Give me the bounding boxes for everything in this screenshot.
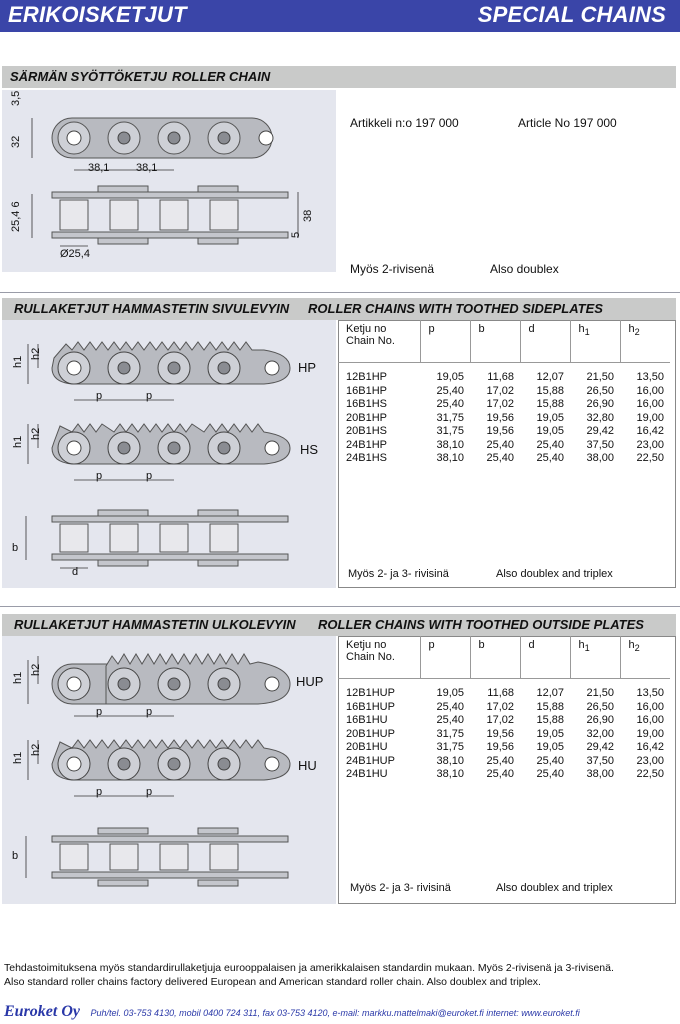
label-hu: HU xyxy=(298,758,317,773)
value-cell: 19,56 xyxy=(486,425,514,438)
value-cell: 25,40 xyxy=(536,438,564,451)
value-cell: 37,50 xyxy=(586,754,614,767)
dim-32: 32 xyxy=(10,135,22,148)
s3-h2-label-b: h2 xyxy=(30,743,42,756)
value-cell: 19,05 xyxy=(436,371,464,384)
chain-no-cell: 16B1HS xyxy=(346,398,387,411)
value-cell: 12,07 xyxy=(536,371,564,384)
chain-no-cell: 20B1HP xyxy=(346,411,387,424)
chain-no-cell: 16B1HUP xyxy=(346,700,395,713)
value-cell: 38,10 xyxy=(436,452,464,465)
header-title-en: SPECIAL CHAINS xyxy=(477,2,666,27)
value-cell: 19,56 xyxy=(486,727,514,740)
value-cell: 17,02 xyxy=(486,398,514,411)
header-title-fi: ERIKOISKETJUT xyxy=(8,2,187,27)
section1-drawing xyxy=(2,90,336,272)
value-cell: 12,07 xyxy=(536,687,564,700)
s2-p-label-b2: p xyxy=(146,470,153,482)
section3-title-en: ROLLER CHAINS WITH TOOTHED OUTSIDE PLATES xyxy=(318,617,644,632)
value-cell: 25,40 xyxy=(536,452,564,465)
value-cell: 11,68 xyxy=(487,371,514,384)
value-cell: 19,00 xyxy=(636,727,664,740)
toothed-sideplate-drawing xyxy=(2,320,336,588)
value-cell: 13,50 xyxy=(636,371,664,384)
value-cell: 31,75 xyxy=(436,727,464,740)
dim-38: 38 xyxy=(302,209,314,222)
section1-title-en: ROLLER CHAIN xyxy=(172,69,271,84)
col-b: b xyxy=(470,636,520,678)
value-cell: 25,40 xyxy=(436,714,464,727)
value-cell: 26,50 xyxy=(586,700,614,713)
article-en: Article No 197 000 xyxy=(518,116,617,130)
col-p: p xyxy=(420,636,470,678)
s3-p-label-b2: p xyxy=(146,786,153,798)
value-cell: 22,50 xyxy=(636,452,664,465)
section2-spec-table xyxy=(338,320,670,465)
chain-no-cell: 16B1HU xyxy=(346,714,388,727)
table-row xyxy=(338,362,670,384)
dim-5: 5 xyxy=(290,231,302,238)
table-row xyxy=(338,438,670,452)
table-row xyxy=(338,754,670,768)
value-cell: 25,40 xyxy=(486,754,514,767)
value-cell: 17,02 xyxy=(486,714,514,727)
col-h1: $h_1$ xyxy=(570,320,620,362)
footer-contact-line xyxy=(4,1003,580,1021)
divider-1 xyxy=(0,292,680,293)
value-cell: 19,56 xyxy=(486,411,514,424)
value-cell: 15,88 xyxy=(536,714,564,727)
table-row xyxy=(338,714,670,728)
section2-rows xyxy=(338,362,670,465)
table-row xyxy=(338,700,670,714)
s3-h1-label-a: h1 xyxy=(12,671,24,684)
table-row xyxy=(338,741,670,755)
value-cell: 19,05 xyxy=(436,687,464,700)
value-cell: 16,00 xyxy=(636,398,664,411)
s2-p-label-b1: p xyxy=(96,470,103,482)
s3-p-label-a2: p xyxy=(146,706,153,718)
footer-text-en: Also standard roller chains factory delivered European and American standard roller chain. Also doublex and triplex. xyxy=(4,976,541,988)
footer-text-fi: Tehdastoimituksena myös standardirullaketjuja eurooppalaisen ja amerikkalaisen standardin mukaan. Myös 2-rivisenä ja 3-rivisenä. xyxy=(4,962,614,974)
value-cell: 32,80 xyxy=(586,411,614,424)
table-row xyxy=(338,411,670,425)
value-cell: 25,40 xyxy=(536,754,564,767)
value-cell: 25,40 xyxy=(486,452,514,465)
s3-p-label-a1: p xyxy=(96,706,103,718)
s2-h1-label-a: h1 xyxy=(12,355,24,368)
table-row xyxy=(338,384,670,398)
s2-note-fi: Myös 2- ja 3- rivisinä xyxy=(348,568,449,580)
table-header-row xyxy=(338,636,670,678)
chain-no-cell: 20B1HUP xyxy=(346,727,395,740)
s2-h1-label-b: h1 xyxy=(12,435,24,448)
value-cell: 32,00 xyxy=(586,727,614,740)
value-cell: 15,88 xyxy=(536,398,564,411)
col-h2: $h_2$ xyxy=(620,636,670,678)
s2-h2-label-b: h2 xyxy=(30,427,42,440)
chain-no-cell: 12B1HP xyxy=(346,371,387,384)
dim-3-5: 3,5 xyxy=(10,90,22,106)
chain-no-cell: 20B1HU xyxy=(346,741,388,754)
contact-info: Puh/tel. 03-753 4130, mobil 0400 724 311, fax 03-753 4120, e-mail: markku.mattelmaki@euroket.fi internet: www.euroket.fi xyxy=(90,1008,580,1018)
s2-p-label-a2: p xyxy=(146,390,153,402)
brand-name: Euroket Oy xyxy=(4,1003,80,1020)
value-cell: 26,90 xyxy=(586,714,614,727)
label-hp: HP xyxy=(298,360,317,375)
s1-doublex-en: Also doublex xyxy=(490,262,559,276)
s3-h1-label-b: h1 xyxy=(12,751,24,764)
value-cell: 17,02 xyxy=(486,384,514,397)
value-cell: 16,00 xyxy=(636,384,664,397)
value-cell: 19,05 xyxy=(536,727,564,740)
toothed-outsideplate-drawing xyxy=(2,636,336,904)
s2-b-label: b xyxy=(12,542,19,554)
value-cell: 11,68 xyxy=(487,687,514,700)
value-cell: 19,05 xyxy=(536,741,564,754)
header-bar xyxy=(0,0,680,32)
chain-no-cell: 24B1HP xyxy=(346,438,387,451)
table-row xyxy=(338,678,670,700)
section1-title-fi: SÄRMÄN SYÖTTÖKETJU xyxy=(10,69,167,84)
value-cell: 25,40 xyxy=(436,398,464,411)
value-cell: 25,40 xyxy=(486,768,514,781)
value-cell: 38,10 xyxy=(436,754,464,767)
chain-no-cell: 16B1HP xyxy=(346,384,387,397)
col-d: d xyxy=(520,636,570,678)
value-cell: 31,75 xyxy=(436,425,464,438)
table-row xyxy=(338,452,670,466)
s2-note-en: Also doublex and triplex xyxy=(496,568,613,580)
value-cell: 25,40 xyxy=(486,438,514,451)
value-cell: 13,50 xyxy=(636,687,664,700)
dim-pitch-1: 38,1 xyxy=(88,162,110,174)
s3-h2-label-a: h2 xyxy=(30,663,42,676)
section3-title-fi: RULLAKETJUT HAMMASTETIN ULKOLEVYIN xyxy=(14,617,296,632)
table-row xyxy=(338,398,670,412)
col-ketju: Ketju no Chain No. xyxy=(338,320,420,362)
value-cell: 19,00 xyxy=(636,411,664,424)
value-cell: 21,50 xyxy=(586,371,614,384)
value-cell: 38,10 xyxy=(436,768,464,781)
chain-no-cell: 12B1HUP xyxy=(346,687,395,700)
label-hs: HS xyxy=(300,442,319,457)
value-cell: 17,02 xyxy=(486,700,514,713)
label-hup: HUP xyxy=(296,674,324,689)
table-header-row xyxy=(338,320,670,362)
value-cell: 26,90 xyxy=(586,398,614,411)
chain-no-cell: 24B1HUP xyxy=(346,754,395,767)
value-cell: 31,75 xyxy=(436,411,464,424)
s3-note-en: Also doublex and triplex xyxy=(496,882,613,894)
value-cell: 37,50 xyxy=(586,438,614,451)
col-ketju: Ketju no Chain No. xyxy=(338,636,420,678)
value-cell: 23,00 xyxy=(636,438,664,451)
section2-header xyxy=(2,298,676,320)
chain-no-cell: 20B1HS xyxy=(346,425,387,438)
value-cell: 23,00 xyxy=(636,754,664,767)
s1-doublex-fi: Myös 2-rivisenä xyxy=(350,262,435,276)
value-cell: 22,50 xyxy=(636,768,664,781)
section2-drawing xyxy=(2,320,336,588)
section3-rows xyxy=(338,678,670,781)
s3-b-label: b xyxy=(12,850,19,862)
section2-title-fi: RULLAKETJUT HAMMASTETIN SIVULEVYIN xyxy=(14,301,290,316)
article-fi: Artikkeli n:o 197 000 xyxy=(350,116,459,130)
col-h1: $h_1$ xyxy=(570,636,620,678)
value-cell: 25,40 xyxy=(536,768,564,781)
value-cell: 29,42 xyxy=(586,425,614,438)
value-cell: 38,00 xyxy=(586,768,614,781)
divider-2 xyxy=(0,606,680,607)
s2-d-label: d xyxy=(72,566,79,578)
value-cell: 25,40 xyxy=(436,384,464,397)
section3-spec-table xyxy=(338,636,670,781)
value-cell: 38,00 xyxy=(586,452,614,465)
s2-h2-label-a: h2 xyxy=(30,347,42,360)
section1-header xyxy=(2,66,676,88)
col-p: p xyxy=(420,320,470,362)
value-cell: 19,05 xyxy=(536,411,564,424)
value-cell: 16,00 xyxy=(636,714,664,727)
table-row xyxy=(338,727,670,741)
value-cell: 26,50 xyxy=(586,384,614,397)
table-row xyxy=(338,768,670,782)
value-cell: 16,42 xyxy=(636,425,664,438)
col-d: d xyxy=(520,320,570,362)
dim-pitch-2: 38,1 xyxy=(136,162,158,174)
roller-chain-drawing xyxy=(2,90,336,272)
s3-p-label-b1: p xyxy=(96,786,103,798)
value-cell: 16,42 xyxy=(636,741,664,754)
value-cell: 16,00 xyxy=(636,700,664,713)
value-cell: 19,05 xyxy=(536,425,564,438)
section2-title-en: ROLLER CHAINS WITH TOOTHED SIDEPLATES xyxy=(308,301,603,316)
value-cell: 15,88 xyxy=(536,384,564,397)
dim-25-4-6: 25,4 6 xyxy=(10,201,22,232)
table-row xyxy=(338,425,670,439)
col-b: b xyxy=(470,320,520,362)
col-h2: $h_2$ xyxy=(620,320,670,362)
value-cell: 19,56 xyxy=(486,741,514,754)
dim-roller-diameter: Ø25,4 xyxy=(60,248,90,260)
chain-no-cell: 24B1HS xyxy=(346,452,387,465)
value-cell: 29,42 xyxy=(586,741,614,754)
value-cell: 15,88 xyxy=(536,700,564,713)
section3-drawing xyxy=(2,636,336,904)
value-cell: 21,50 xyxy=(586,687,614,700)
section3-header xyxy=(2,614,676,636)
value-cell: 25,40 xyxy=(436,700,464,713)
value-cell: 38,10 xyxy=(436,438,464,451)
s2-p-label-a1: p xyxy=(96,390,103,402)
value-cell: 31,75 xyxy=(436,741,464,754)
chain-no-cell: 24B1HU xyxy=(346,768,388,781)
s3-note-fi: Myös 2- ja 3- rivisinä xyxy=(350,882,451,894)
